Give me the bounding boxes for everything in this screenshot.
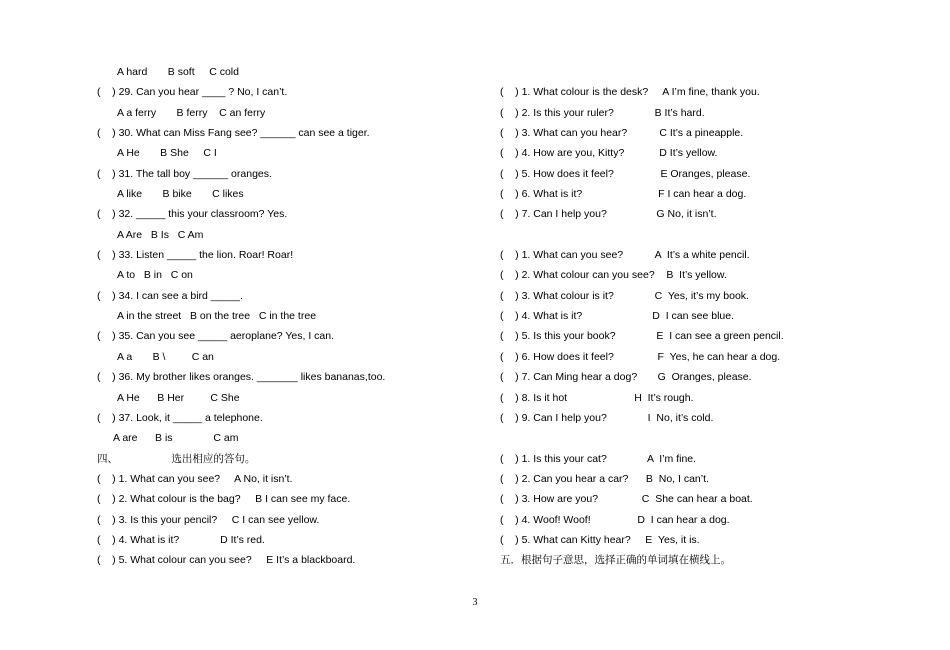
- question-line: ( ) 5. What can Kitty hear? E Yes, it is.: [500, 533, 700, 546]
- question-line: ( ) 5. What colour can you see? E It’s a blackboard.: [97, 554, 356, 567]
- options-line: A to B in C on: [117, 269, 193, 282]
- options-line: A are B is C am: [113, 432, 239, 445]
- question-line: ( ) 34. I can see a bird _____.: [97, 289, 243, 302]
- question-line: ( ) 1. What can you see? A It’s a white pencil.: [500, 249, 750, 262]
- question-line: ( ) 6. What is it? F I can hear a dog.: [500, 188, 747, 201]
- left-column: [97, 62, 457, 571]
- question-line: ( ) 6. How does it feel? F Yes, he can hear a dog.: [500, 350, 781, 363]
- question-line: ( ) 5. How does it feel? E Oranges, please.: [500, 167, 751, 180]
- question-line: ( ) 4. What is it? D I can see blue.: [500, 310, 734, 323]
- question-line: ( ) 36. My brother likes oranges. _______ likes bananas,too.: [97, 371, 386, 384]
- question-line: ( ) 31. The tall boy ______ oranges.: [97, 167, 272, 180]
- options-line: A hard B soft C cold: [117, 66, 239, 78]
- right-column: [500, 62, 860, 571]
- question-line: ( ) 4. What is it? D It’s red.: [97, 533, 265, 546]
- question-line: ( ) 1. What colour is the desk? A I’m fine, thank you.: [500, 86, 760, 99]
- blank-line: [500, 225, 860, 245]
- question-line: ( ) 32. _____ this your classroom? Yes.: [97, 208, 288, 221]
- question-line: ( ) 3. What can you hear? C It’s a pineapple.: [500, 127, 744, 140]
- question-line: ( ) 37. Look, it _____ a telephone.: [97, 411, 263, 424]
- question-line: ( ) 4. How are you, Kitty? D It’s yellow.: [500, 147, 718, 160]
- question-line: ( ) 35. Can you see _____ aeroplane? Yes, I can.: [97, 330, 334, 343]
- question-line: ( ) 2. What colour is the bag? B I can see my face.: [97, 493, 351, 506]
- question-line: ( ) 1. What can you see? A No, it isn’t.: [97, 472, 293, 485]
- options-line: A like B bike C likes: [117, 188, 244, 201]
- options-line: A a ferry B ferry C an ferry: [117, 106, 266, 119]
- question-line: ( ) 2. Is this your ruler? B It’s hard.: [500, 106, 705, 119]
- question-line: ( ) 29. Can you hear ____ ? No, I can’t.: [97, 86, 288, 99]
- section-heading: 五．根据句子意思，选择正确的单词填在横线上。: [500, 554, 731, 567]
- options-line: A Are B Is C Am: [117, 228, 204, 241]
- options-line: A He B She C I: [117, 147, 217, 160]
- page-number: 3: [472, 597, 478, 608]
- question-line: ( ) 7. Can I help you? G No, it isn’t.: [500, 208, 717, 221]
- question-line: ( ) 3. What colour is it? C Yes, it’s my book.: [500, 289, 749, 302]
- question-line: ( ) 4. Woof! Woof! D I can hear a dog.: [500, 513, 730, 526]
- options-line: A He B Her C She: [117, 391, 240, 404]
- question-line: ( ) 5. Is this your book? E I can see a green pencil.: [500, 330, 784, 343]
- options-line: A a B \ C an: [117, 350, 214, 363]
- question-line: ( ) 2. What colour can you see? B It’s yellow.: [500, 269, 727, 282]
- question-line: ( ) 1. Is this your cat? A I’m fine.: [500, 452, 697, 465]
- question-line: ( ) 33. Listen _____ the lion. Roar! Roar!: [97, 249, 294, 262]
- question-line: ( ) 3. How are you? C She can hear a boat.: [500, 493, 753, 506]
- question-line: ( ) 9. Can I help you? I No, it’s cold.: [500, 411, 714, 424]
- blank-line: [500, 62, 860, 82]
- question-line: ( ) 30. What can Miss Fang see? ______ can see a tiger.: [97, 127, 370, 140]
- options-line: A in the street B on the tree C in the tree: [117, 310, 317, 323]
- section-heading: 四、 选出相应的答句。: [97, 452, 256, 465]
- blank-line: [500, 428, 860, 448]
- question-line: ( ) 2. Can you hear a car? B No, I can’t.: [500, 472, 709, 485]
- question-line: ( ) 3. Is this your pencil? C I can see yellow.: [97, 513, 320, 526]
- question-line: ( ) 7. Can Ming hear a dog? G Oranges, please.: [500, 371, 752, 384]
- question-line: ( ) 8. Is it hot H It’s rough.: [500, 391, 694, 404]
